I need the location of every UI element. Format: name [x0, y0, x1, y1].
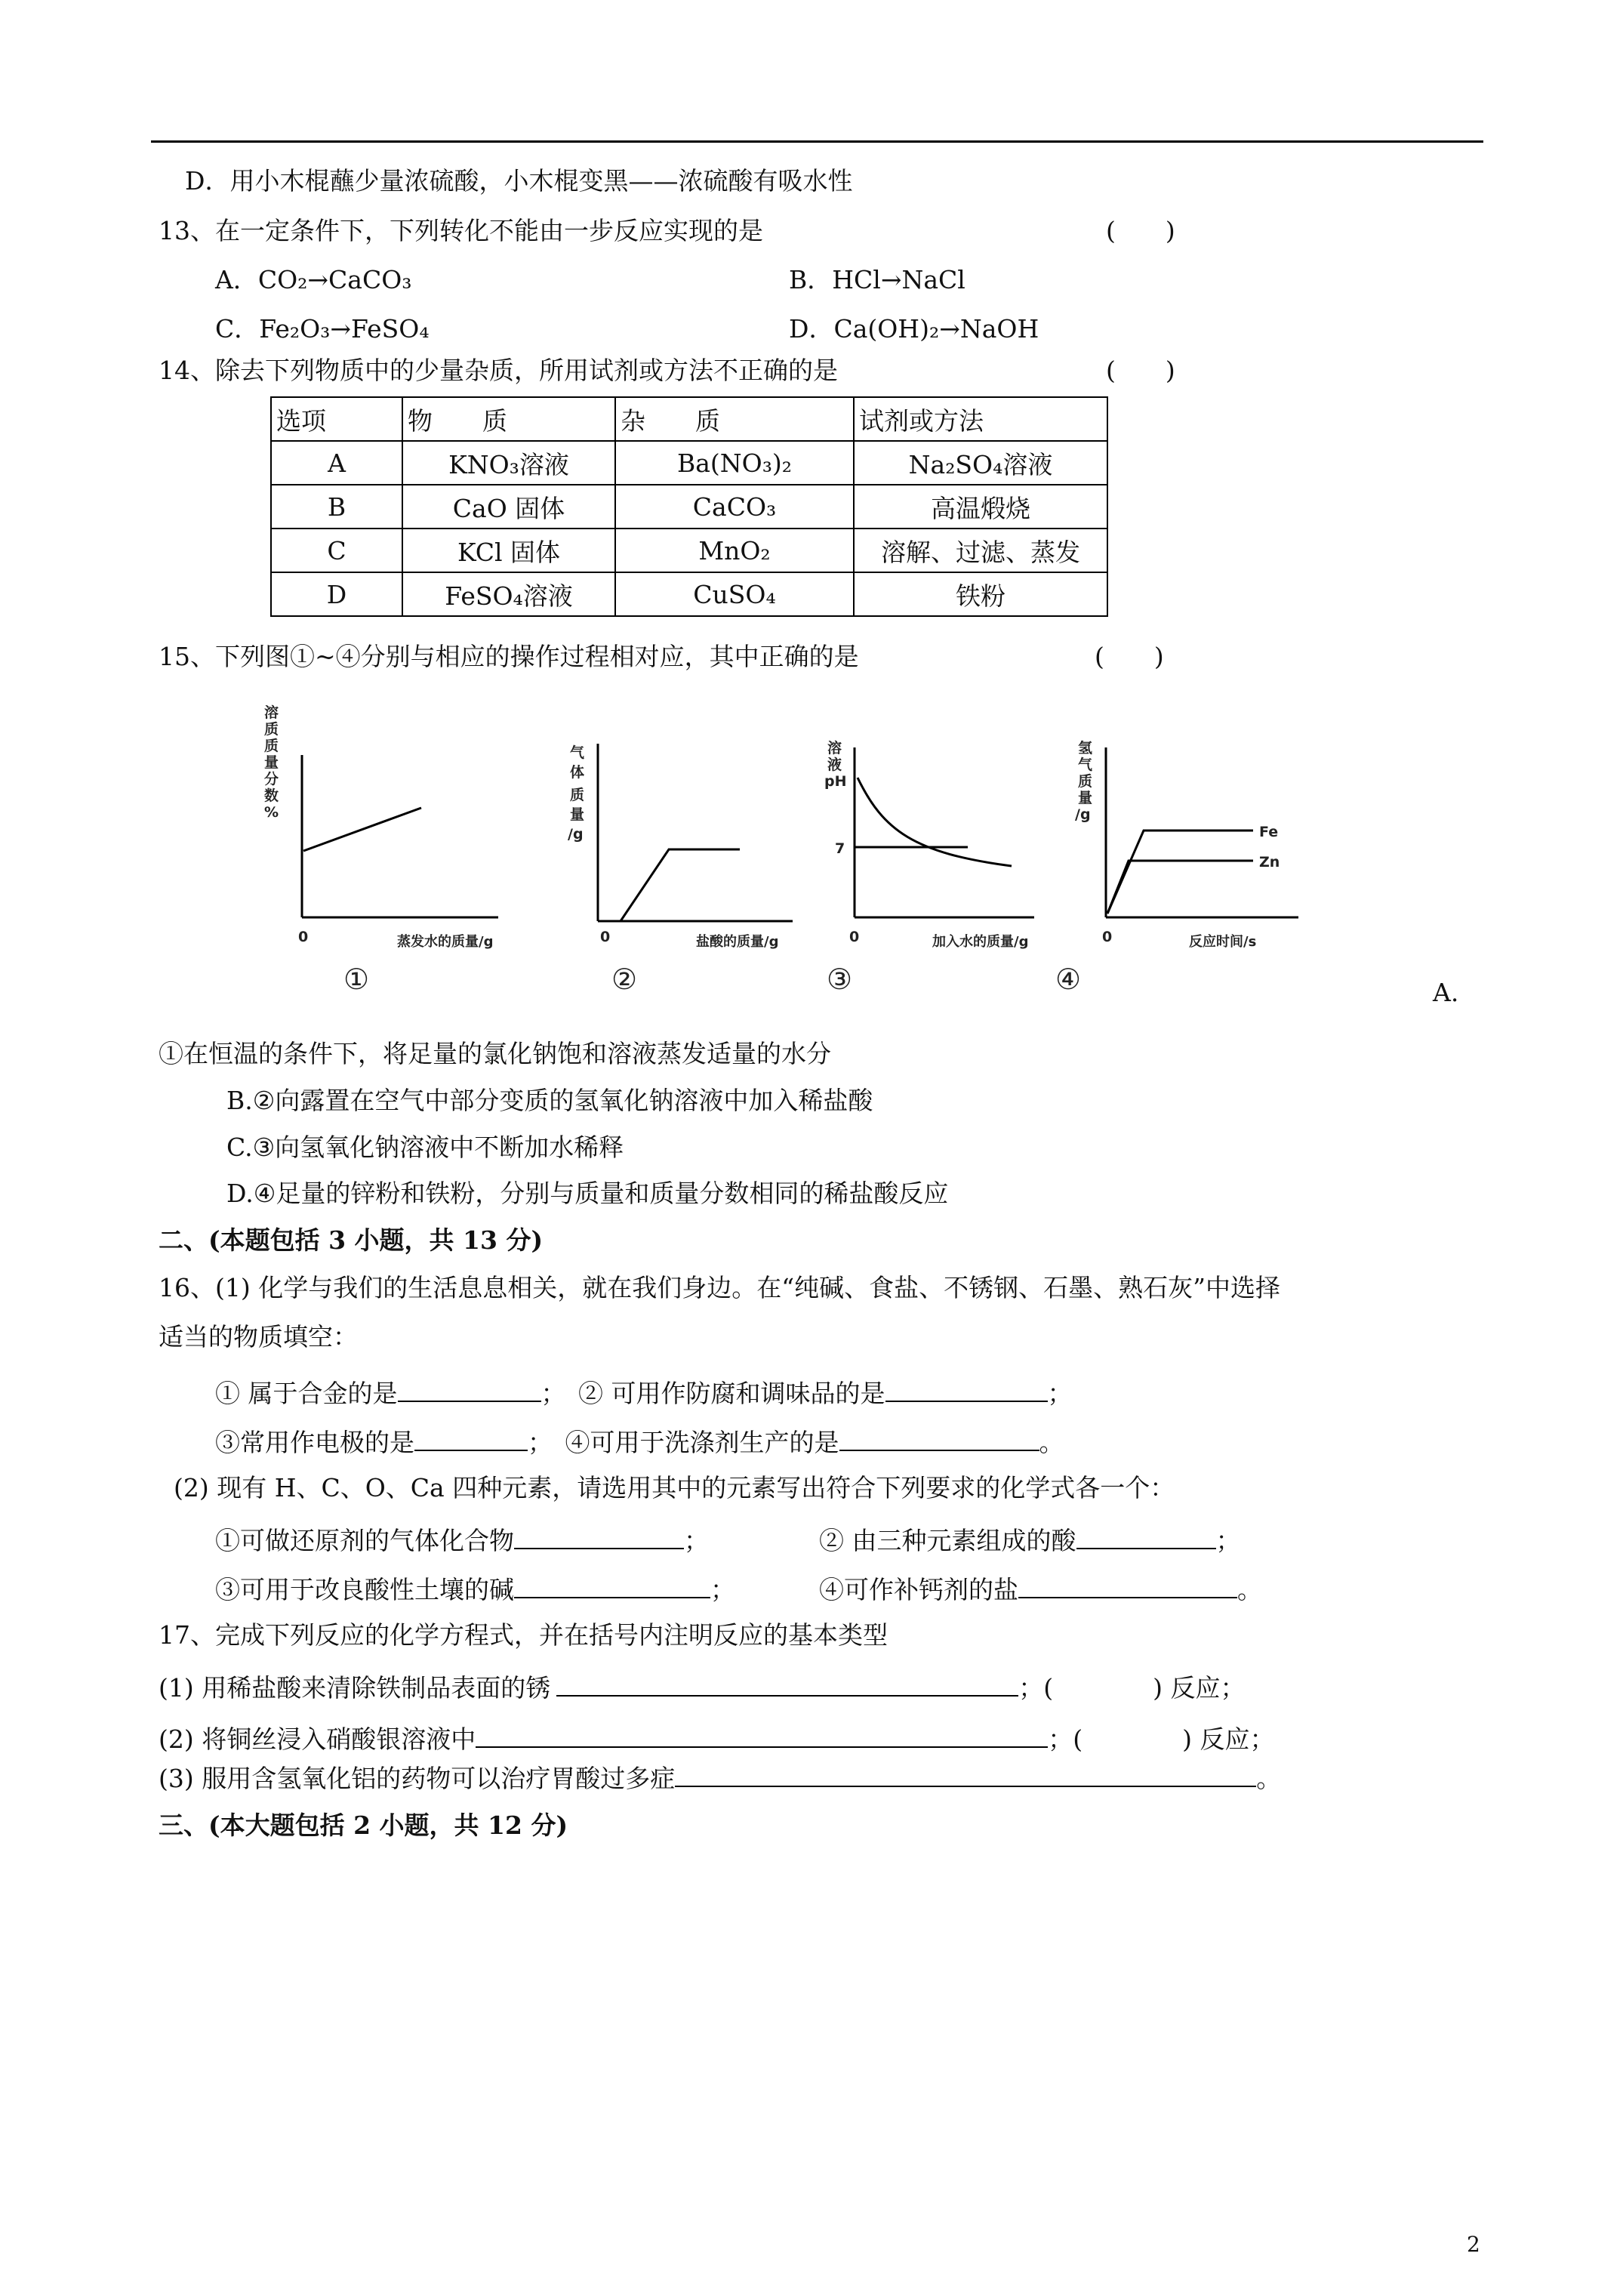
graph-4	[1055, 739, 1298, 996]
graph-3-xlabel: 加入水的质量/g	[932, 934, 1029, 950]
table-cell: 溶解、过滤、蒸发	[854, 529, 1107, 572]
q13-option-d: D．Ca(OH)₂→NaOH	[789, 314, 1039, 344]
q17-line1	[159, 1672, 1245, 1702]
table-row	[271, 485, 1107, 529]
graph-1	[264, 704, 498, 996]
q17-tail: ；( ) 反应；	[1048, 1724, 1275, 1754]
table-cell: CaO 固体	[402, 485, 615, 529]
table-cell: FeSO₄溶液	[402, 572, 615, 616]
table-row	[271, 441, 1107, 485]
table-cell: C	[271, 529, 402, 572]
graph-1-number: ①	[343, 963, 370, 996]
answer-blank[interactable]	[1018, 1574, 1237, 1598]
answer-blank[interactable]	[675, 1763, 1256, 1787]
section-2-heading: 二、(本题包括 3 小题，共 13 分)	[159, 1225, 544, 1255]
table-row	[271, 529, 1107, 572]
table-cell: KCl 固体	[402, 529, 615, 572]
q12-option-d: D．用小木棍蘸少量浓硫酸，小木棍变黑——浓硫酸有吸水性	[185, 166, 853, 196]
table-cell: KNO₃溶液	[402, 441, 615, 485]
table-cell: B	[271, 485, 402, 529]
q13-option-a: A．CO₂→CaCO₃	[215, 265, 412, 294]
header-cell: 选项	[271, 397, 402, 441]
q16-p4a: ③可用于改良酸性土壤的碱	[215, 1575, 514, 1604]
q16-row2	[215, 1427, 1064, 1456]
q15-bracket: ( )	[1095, 642, 1164, 671]
q16-p2b: ； ④可用于洗涤剂生产的是	[528, 1428, 839, 1457]
graph-1-origin: 0	[298, 929, 309, 945]
q16-p4c: ④可作补钙剂的盐	[819, 1575, 1018, 1604]
answer-blank[interactable]	[1076, 1525, 1216, 1549]
q16-p1a: ① 属于合金的是	[215, 1379, 398, 1408]
answer-blank[interactable]	[414, 1427, 528, 1451]
q16-row4b	[819, 1574, 1262, 1604]
q15-option-b: B.②向露置在空气中部分变质的氢氧化钠溶液中加入稀盐酸	[226, 1086, 873, 1115]
table-cell: MnO₂	[615, 529, 854, 572]
q17-l2: (2) 将铜丝浸入硝酸银溶液中	[159, 1724, 476, 1754]
graph-2	[568, 744, 793, 996]
table-row	[271, 572, 1107, 616]
q17-line3	[159, 1763, 1281, 1792]
q17-tail: ；( ) 反应；	[1018, 1673, 1246, 1703]
answer-blank[interactable]	[556, 1672, 1018, 1697]
q16-row3	[215, 1525, 709, 1555]
graph-4-number: ④	[1055, 963, 1082, 996]
q17-line2	[159, 1724, 1274, 1753]
q16-part2: (2) 现有 H、C、O、Ca 四种元素，请选用其中的元素写出符合下列要求的化学式各一个：	[174, 1473, 1175, 1502]
q17-l1: (1) 用稀盐酸来清除铁制品表面的锈	[159, 1673, 551, 1703]
q13-option-c: C．Fe₂O₃→FeSO₄	[215, 314, 430, 344]
q16-p1b: ； ② 可用作防腐和调味品的是	[540, 1379, 885, 1408]
table-cell: CaCO₃	[615, 485, 854, 529]
graph-2-origin: 0	[600, 929, 611, 945]
q16-p4b: ；	[710, 1575, 735, 1604]
q16-p3a: ①可做还原剂的气体化合物	[215, 1526, 514, 1555]
graph-3	[824, 739, 1034, 996]
header-cell: 物 质	[402, 397, 615, 441]
graph-3-tick-7: 7	[835, 840, 845, 857]
q16-line2: 适当的物质填空：	[159, 1322, 358, 1351]
q13-option-b: B．HCl→NaCl	[789, 265, 965, 294]
page-number: 2	[1467, 2232, 1480, 2257]
q15-option-d: D.④足量的锌粉和铁粉，分别与质量和质量分数相同的稀盐酸反应	[226, 1179, 949, 1208]
table-cell: D	[271, 572, 402, 616]
q15-graphs	[249, 698, 1321, 1000]
q17-l3: (3) 服用含氢氧化铝的药物可以治疗胃酸过多症	[159, 1764, 676, 1793]
q16-row3b	[819, 1525, 1241, 1555]
graph-1-xlabel: 蒸发水的质量/g	[397, 934, 494, 950]
answer-blank[interactable]	[839, 1427, 1039, 1451]
graph-4-series-zn: Zn	[1259, 854, 1280, 871]
answer-blank[interactable]	[398, 1378, 541, 1402]
q16-p1c: ；	[1047, 1379, 1073, 1408]
header-cell: 杂 质	[615, 397, 854, 441]
table-cell: Ba(NO₃)₂	[615, 441, 854, 485]
q15-letter-a: A.	[1433, 978, 1459, 1007]
q16-row1	[215, 1378, 1073, 1407]
graph-4-ylabel: 氢气质量/g	[1075, 740, 1093, 823]
table-cell: CuSO₄	[615, 572, 854, 616]
section-3-heading: 三、(本大题包括 2 小题，共 12 分)	[159, 1811, 568, 1840]
header-rule	[151, 140, 1483, 143]
q13-stem: 13、在一定条件下，下列转化不能由一步反应实现的是	[159, 216, 763, 245]
answer-blank[interactable]	[476, 1724, 1048, 1748]
table-cell: A	[271, 441, 402, 485]
q16-p2a: ③常用作电极的是	[215, 1428, 414, 1457]
table-cell: 高温煅烧	[854, 485, 1107, 529]
q16-row4	[215, 1574, 735, 1604]
answer-blank[interactable]	[885, 1378, 1048, 1402]
q14-options-table	[270, 396, 1108, 617]
table-header-row	[271, 397, 1107, 441]
table-cell: Na₂SO₄溶液	[854, 441, 1107, 485]
q14-bracket: ( )	[1106, 356, 1175, 385]
q15-option-a: ①在恒温的条件下，将足量的氯化钠饱和溶液蒸发适量的水分	[159, 1039, 831, 1068]
answer-blank[interactable]	[514, 1574, 710, 1598]
graph-4-xlabel: 反应时间/s	[1189, 934, 1257, 950]
q16-p3c: ② 由三种元素组成的酸	[819, 1526, 1076, 1555]
header-cell: 试剂或方法	[854, 397, 1107, 441]
graph-4-origin: 0	[1102, 929, 1113, 945]
q17-stem: 17、完成下列反应的化学方程式，并在括号内注明反应的基本类型	[159, 1620, 888, 1650]
q13-bracket: ( )	[1106, 216, 1175, 245]
graph-3-ylabel: 溶液 pH	[824, 740, 847, 790]
q16-line1: 16、(1) 化学与我们的生活息息相关，就在我们身边。在“纯碱、食盐、不锈钢、石墨、熟石灰”中选择	[159, 1273, 1280, 1302]
q17-end: 。	[1256, 1764, 1282, 1793]
q14-stem: 14、除去下列物质中的少量杂质，所用试剂或方法不正确的是	[159, 356, 838, 385]
graph-3-number: ③	[827, 963, 853, 996]
graph-2-xlabel: 盐酸的质量/g	[696, 934, 779, 950]
q16-p3b: ；	[684, 1526, 709, 1555]
graph-2-number: ②	[611, 963, 638, 996]
q16-p4d: 。	[1237, 1575, 1262, 1604]
q16-p2c: 。	[1039, 1428, 1064, 1457]
q16-p3d: ；	[1215, 1526, 1241, 1555]
table-cell: 铁粉	[854, 572, 1107, 616]
graph-1-ylabel: 溶质质量分数%	[264, 704, 279, 821]
q15-option-c: C.③向氢氧化钠溶液中不断加水稀释	[226, 1133, 624, 1162]
graph-4-series-fe: Fe	[1259, 824, 1279, 840]
q15-stem: 15、下列图①~④分别与相应的操作过程相对应，其中正确的是	[159, 642, 859, 671]
graph-3-origin: 0	[849, 929, 860, 945]
graph-2-ylabel: 气体质量/g	[568, 744, 585, 843]
answer-blank[interactable]	[514, 1525, 684, 1549]
